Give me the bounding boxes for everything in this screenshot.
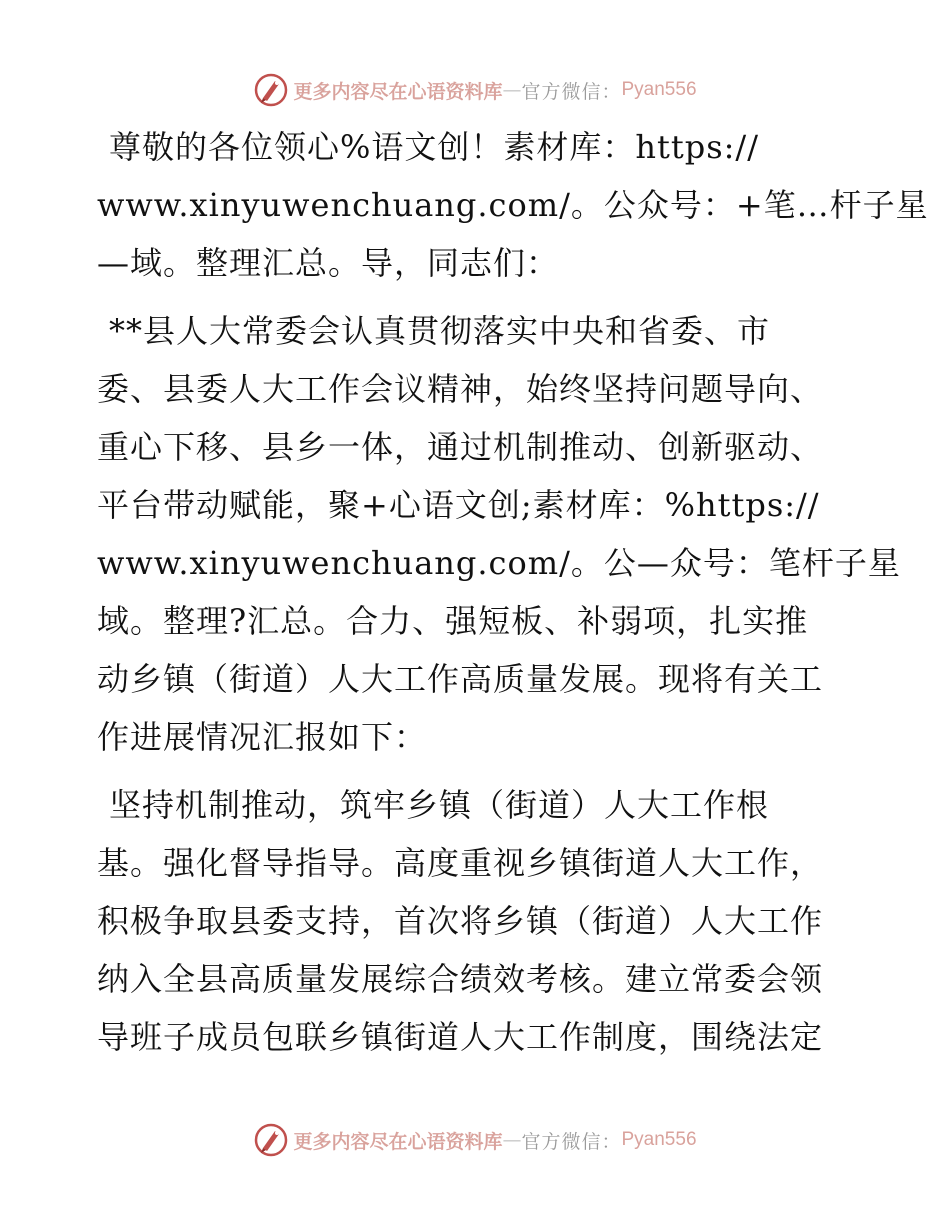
paragraph-overview (97, 302, 901, 766)
pen-logo-icon (253, 1122, 289, 1158)
watermark-main-text: 更多内容尽在心语资料库 (293, 1130, 503, 1153)
text-line: 域。整理?汇总。合力、强短板、补弱项，扎实推 (97, 602, 809, 640)
watermark-separator: — (502, 79, 522, 101)
text-line: —域。整理汇总。导，同志们： (97, 244, 560, 282)
watermark-main-text: 更多内容尽在心语资料库 (293, 80, 503, 103)
text-line: 平台带动赋能，聚+心语文创;素材库：%https:// (97, 486, 820, 524)
text-line: 积极争取县委支持，首次将乡镇（街道）人大工作 (97, 902, 824, 940)
text-line: 重心下移、县乡一体，通过机制推动、创新驱动、 (97, 428, 824, 466)
text-line: 作进展情况汇报如下： (97, 718, 428, 756)
text-line: **县人大常委会认真贯彻落实中央和省委、市 (109, 312, 771, 350)
watermark-separator: — (502, 1129, 522, 1151)
text-line: 尊敬的各位领心%语文创！素材库：https:// (109, 128, 759, 166)
pen-logo-icon (253, 72, 289, 108)
paragraph-greeting (97, 118, 929, 292)
paragraph-mechanism (97, 776, 857, 1066)
text-line: www.xinyuwenchuang.com/。公众号：+笔…杆子星 (97, 186, 929, 224)
watermark-official-label: 官方微信： (521, 1130, 622, 1153)
header-watermark (0, 70, 950, 110)
text-line: 动乡镇（街道）人大工作高质量发展。现将有关工 (97, 660, 824, 698)
text-line: 委、县委人大工作会议精神，始终坚持问题导向、 (97, 370, 824, 408)
watermark-wechat-id: Pyan556 (621, 1129, 697, 1150)
watermark-official-label: 官方微信： (521, 80, 622, 103)
text-line: 纳入全县高质量发展综合绩效考核。建立常委会领 (97, 960, 824, 998)
watermark-wechat-id: Pyan556 (621, 79, 697, 100)
text-line: www.xinyuwenchuang.com/。公—众号：笔杆子星 (97, 544, 901, 582)
document-body (97, 118, 929, 1076)
text-line: 导班子成员包联乡镇街道人大工作制度，围绕法定 (97, 1018, 824, 1056)
footer-watermark (0, 1120, 950, 1160)
text-line: 基。强化督导指导。高度重视乡镇街道人大工作， (97, 844, 824, 882)
text-line: 坚持机制推动，筑牢乡镇（街道）人大工作根 (109, 786, 770, 824)
